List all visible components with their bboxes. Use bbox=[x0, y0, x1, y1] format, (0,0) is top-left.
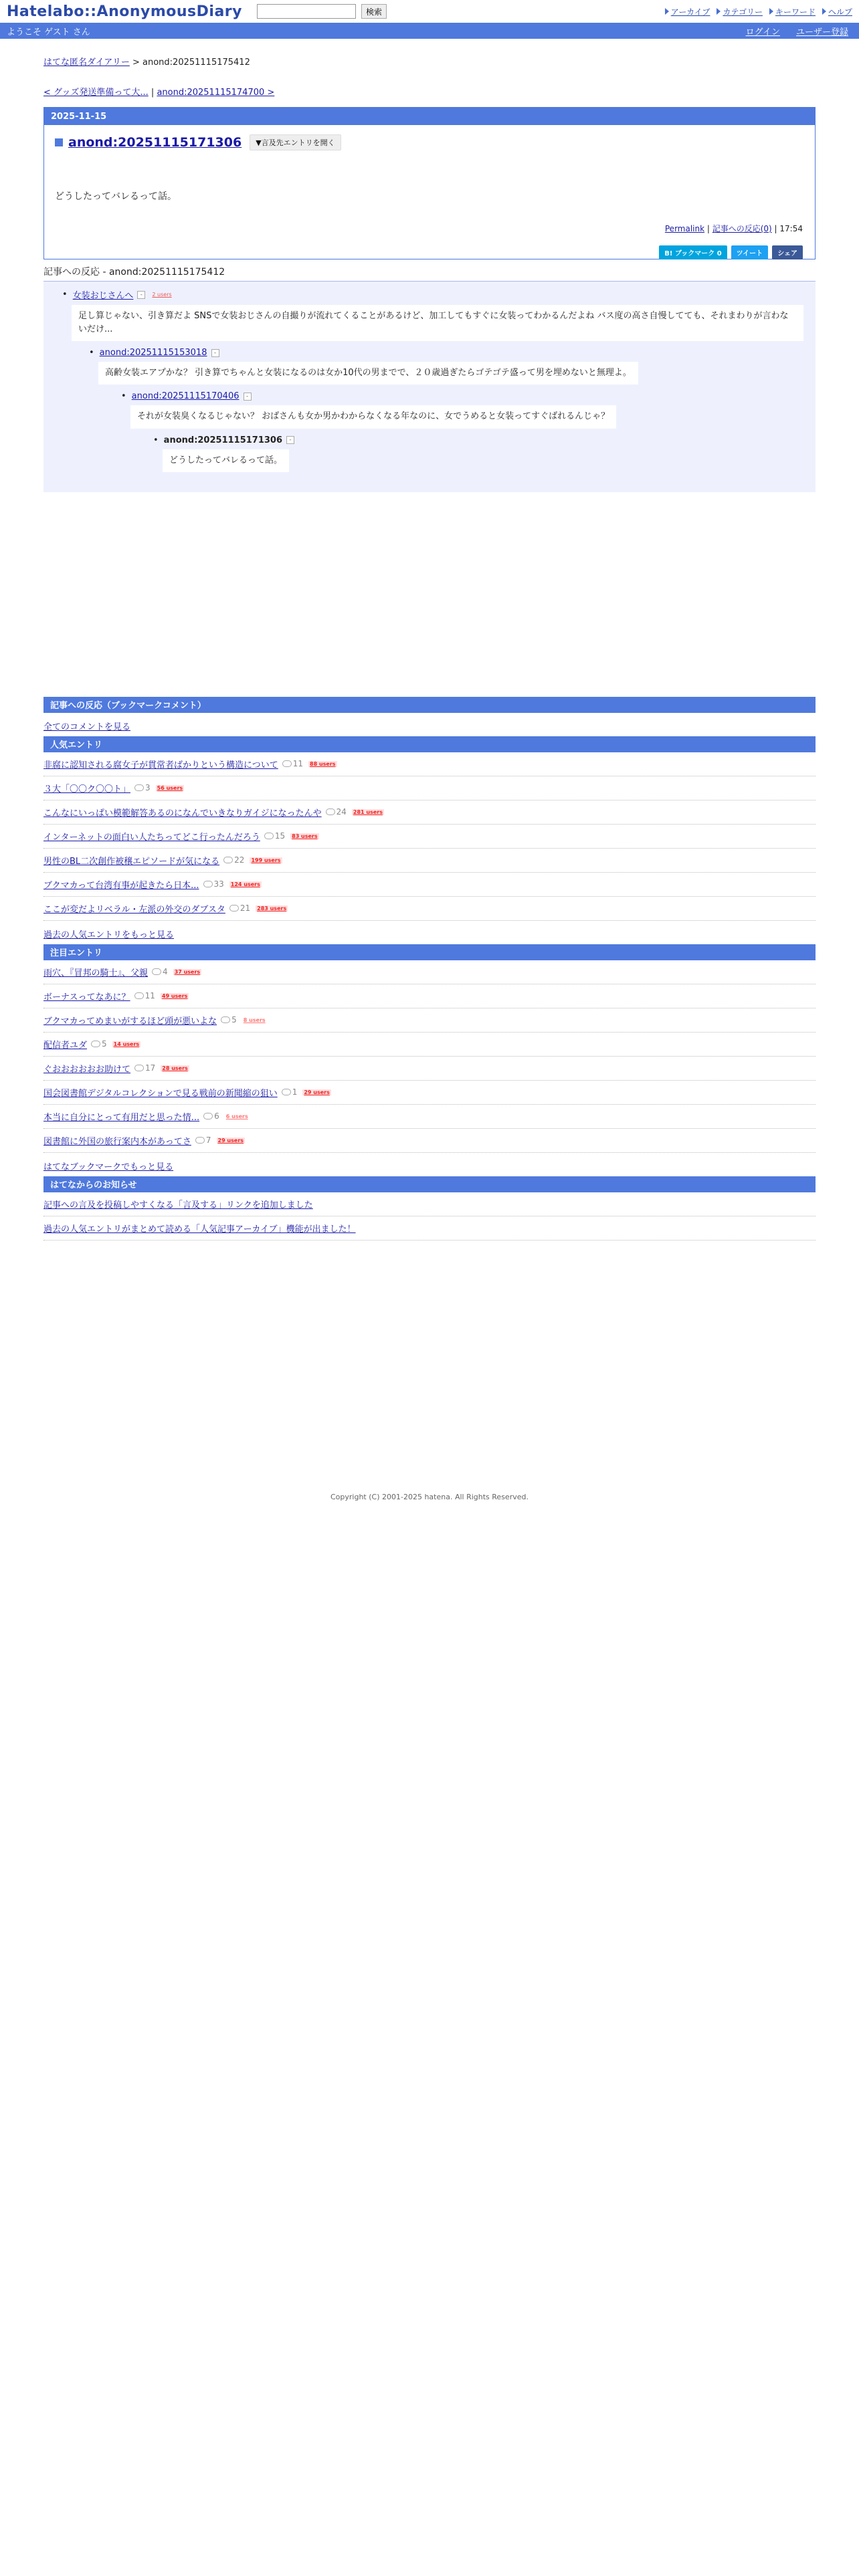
entry-title-row bbox=[55, 134, 804, 150]
comment-number: 3 bbox=[145, 783, 151, 793]
notable-entries-header: 注目エントリ bbox=[43, 944, 816, 960]
reaction-text: 足し算じゃない、引き算だよ SNSで女装おじさんの自撮りが流れてくることがあるけど、加工してもすぐに女装ってわかるんだよね バス度の高さ自慢してても、それまわりが言わないだけ... bbox=[72, 305, 803, 341]
comment-number: 17 bbox=[145, 1063, 156, 1073]
reaction-text: 高齢女装エアプかな？ 引き算でちゃんと女装になるのは女か10代の男までで、２０歳過ぎたらゴテゴテ盛って男を埋めないと無理よ。 bbox=[98, 362, 638, 385]
triangle-icon bbox=[769, 8, 773, 15]
users-badge[interactable]: 283 users bbox=[257, 905, 287, 911]
main-container bbox=[43, 39, 816, 1241]
notable-more-row bbox=[43, 1153, 816, 1176]
comment-number: 4 bbox=[163, 967, 168, 977]
users-badge[interactable]: 199 users bbox=[251, 857, 281, 863]
notable-more-link[interactable]: はてなブックマークでもっと見る bbox=[43, 1162, 174, 1172]
entry-link[interactable]: 本当に自分にとって有用だと思った情... bbox=[43, 1112, 200, 1123]
comment-bubble-icon bbox=[282, 760, 292, 767]
triangle-icon bbox=[717, 8, 721, 15]
list-item bbox=[43, 800, 816, 825]
users-badge[interactable]: 56 users bbox=[157, 784, 183, 791]
entry-link[interactable]: ボーナスってなあに？ bbox=[43, 992, 130, 1002]
comment-count[interactable] bbox=[203, 1111, 219, 1121]
reaction-head bbox=[72, 288, 803, 301]
list-item bbox=[43, 1057, 816, 1081]
entry-link[interactable]: 国会図書館デジタルコレクションで見る戦前の新聞縮の狙い bbox=[43, 1088, 278, 1099]
comment-number: 21 bbox=[240, 903, 251, 914]
triangle-icon bbox=[665, 8, 669, 15]
next-entry-link[interactable]: anond:20251115174700 > bbox=[157, 88, 275, 98]
top-header bbox=[0, 0, 859, 23]
nav-help[interactable] bbox=[822, 6, 852, 17]
notable-entries-list bbox=[43, 960, 816, 1153]
reaction-item bbox=[130, 391, 803, 428]
entry-link[interactable]: インターネットの面白い人たちってどこ行ったんだろう bbox=[43, 832, 260, 843]
register-link[interactable]: ユーザー登録 bbox=[795, 27, 848, 37]
reaction-item bbox=[98, 348, 803, 385]
user-links bbox=[746, 25, 852, 37]
entry-date: 2025-11-15 bbox=[44, 108, 815, 125]
news-link[interactable]: 過去の人気エントリがまとめて読める「人気記事アーカイブ」機能が出ました！ bbox=[43, 1224, 356, 1235]
user-bar bbox=[0, 23, 859, 39]
share-buttons bbox=[659, 245, 803, 259]
list-item bbox=[43, 897, 816, 921]
nav-archive[interactable] bbox=[665, 6, 710, 17]
reaction-item bbox=[72, 288, 803, 341]
reaction-text: それが女装臭くなるじゃない？ おばさんも女か男かわからなくなる年なのに、女でうめると女装ってすぐばれるんじゃ？ bbox=[130, 405, 616, 428]
users-count[interactable]: 2 users bbox=[152, 292, 172, 298]
list-item bbox=[43, 1033, 816, 1057]
list-item bbox=[43, 1081, 816, 1105]
comment-count[interactable] bbox=[134, 1063, 155, 1073]
comment-count[interactable] bbox=[203, 879, 224, 889]
entry-day-box bbox=[43, 107, 816, 259]
comment-bubble-icon bbox=[195, 1137, 205, 1144]
popular-more-row bbox=[43, 921, 816, 944]
entry-link[interactable]: ぐおおおおおお助けて bbox=[43, 1064, 131, 1075]
top-nav bbox=[665, 6, 852, 17]
news-item bbox=[43, 1216, 816, 1241]
entry-pager bbox=[43, 85, 816, 98]
comment-number: 11 bbox=[145, 991, 155, 1001]
pager-sep: | bbox=[148, 88, 157, 98]
entry-link[interactable]: 雨穴、『冒邦の騎士』、父親 bbox=[43, 968, 149, 978]
comment-number: 24 bbox=[336, 807, 347, 817]
nav-category[interactable] bbox=[717, 6, 763, 17]
breadcrumb bbox=[43, 55, 816, 68]
users-badge[interactable]: 29 users bbox=[304, 1089, 330, 1095]
comment-number: 11 bbox=[292, 759, 304, 769]
comment-count[interactable] bbox=[195, 1136, 211, 1145]
list-item bbox=[43, 776, 816, 800]
users-badge[interactable]: 124 users bbox=[230, 881, 260, 887]
entry-link[interactable]: ブクマカって台湾有事が起きたら日本... bbox=[43, 880, 199, 891]
popular-entries-list bbox=[43, 752, 816, 921]
news-item bbox=[43, 1192, 816, 1216]
search-form bbox=[257, 4, 387, 19]
all-comments-link[interactable]: 全てのコメントを見る bbox=[43, 722, 131, 732]
open-referenced-entry-button[interactable]: ▼言及先エントリを開く bbox=[250, 134, 341, 150]
nav-keyword-link[interactable]: キーワード bbox=[775, 7, 816, 17]
bookmark-comments-header: 記事への反応（ブックマークコメント） bbox=[43, 697, 816, 713]
breadcrumb-current: anond:20251115175412 bbox=[142, 58, 250, 68]
entry-title-link[interactable]: anond:20251115171306 bbox=[68, 135, 242, 150]
comment-number: 6 bbox=[214, 1111, 219, 1121]
permalink-link[interactable]: Permalink bbox=[664, 224, 705, 233]
reactions-tree bbox=[43, 282, 816, 492]
comment-number: 7 bbox=[205, 1136, 211, 1146]
comment-count[interactable] bbox=[221, 1015, 237, 1025]
nav-archive-link[interactable]: アーカイブ bbox=[670, 7, 710, 17]
reaction-author-link[interactable]: • 女装おじさんへ bbox=[72, 291, 134, 301]
prev-entry-link[interactable]: < グッズ発送準備って大... bbox=[43, 88, 149, 98]
comment-number: 15 bbox=[274, 831, 286, 841]
footer-copyright: Copyright (C) 2001-2025 hatena. All Rights Reserved. bbox=[330, 1493, 529, 1501]
reaction-item bbox=[163, 435, 803, 472]
users-badge[interactable]: 83 users bbox=[292, 833, 318, 839]
entry-body bbox=[44, 125, 815, 259]
entry-link[interactable]: こんなにいっぱい模範解答あるのになんでいきなりガイジになったんや bbox=[43, 808, 322, 819]
entry-link[interactable]: ブクマカってめまいがするほど頭が悪いよな bbox=[43, 1016, 217, 1027]
comment-count[interactable] bbox=[264, 831, 285, 841]
comment-count[interactable] bbox=[326, 807, 347, 817]
users-badge[interactable]: 28 users bbox=[162, 1065, 188, 1071]
comment-number: 22 bbox=[234, 855, 245, 865]
comment-bubble-icon bbox=[91, 1041, 100, 1047]
comment-bubble-icon bbox=[264, 833, 274, 839]
comment-count[interactable] bbox=[152, 967, 168, 976]
entry-link[interactable]: ３大「〇〇ク〇〇ト」 bbox=[43, 784, 131, 794]
entry-link[interactable]: 図書館に外国の旅行案内本があってさ bbox=[43, 1136, 191, 1147]
popular-entries-header: 人気エントリ bbox=[43, 736, 816, 752]
reactions-title: 記事への反応 - anond:20251115175412 bbox=[43, 265, 816, 282]
reaction-text: どうしたってバレるって話。 bbox=[163, 449, 289, 472]
news-header: はてなからのお知らせ bbox=[43, 1176, 816, 1192]
nav-help-link[interactable]: ヘルプ bbox=[828, 7, 852, 17]
users-badge[interactable]: 37 users bbox=[174, 968, 201, 975]
users-badge[interactable]: 88 users bbox=[310, 760, 336, 767]
breadcrumb-home[interactable]: はてな匿名ダイアリー bbox=[43, 58, 130, 68]
list-item bbox=[43, 960, 816, 984]
comment-count[interactable] bbox=[223, 855, 244, 865]
welcome-text: ようこそ ゲスト さん bbox=[7, 27, 90, 37]
entry-text: どうしたってバレるって話。 bbox=[55, 191, 177, 202]
reaction-head bbox=[98, 348, 803, 358]
expand-icon[interactable]: - bbox=[244, 393, 252, 401]
breadcrumb-sep: > bbox=[129, 58, 143, 68]
comment-count[interactable] bbox=[229, 903, 250, 913]
ad-space bbox=[43, 492, 816, 697]
entry-time: | 17:54 bbox=[771, 224, 803, 233]
site-logo[interactable]: Hatelabo::AnonymousDiary bbox=[7, 3, 242, 20]
list-item bbox=[43, 849, 816, 873]
list-item bbox=[43, 1008, 816, 1033]
entry-link[interactable]: 配信者ユダ bbox=[43, 1040, 88, 1051]
all-comments-row bbox=[43, 713, 816, 736]
expand-icon[interactable]: - bbox=[286, 436, 294, 444]
list-item bbox=[43, 825, 816, 849]
comment-number: 1 bbox=[292, 1087, 298, 1097]
comment-bubble-icon bbox=[326, 809, 335, 815]
entry-link[interactable]: 非腐に認知される腐女子が貫常者ばかりという構造について bbox=[43, 760, 278, 770]
search-button[interactable]: 検索 bbox=[361, 4, 387, 19]
comment-count[interactable] bbox=[91, 1039, 107, 1049]
nav-keyword[interactable] bbox=[769, 6, 816, 17]
entry-link[interactable]: ここが変だよリベラル・左派の外交のダブスタ bbox=[43, 904, 225, 915]
comment-bubble-icon bbox=[134, 992, 144, 999]
triangle-icon bbox=[822, 8, 826, 15]
comment-count[interactable] bbox=[282, 1087, 298, 1097]
comment-bubble-icon bbox=[203, 1113, 213, 1119]
users-badge[interactable]: 49 users bbox=[161, 992, 188, 999]
comment-bubble-icon bbox=[229, 905, 239, 911]
entry-link[interactable]: 男性のBL二次創作被穣エピソードが気になる bbox=[43, 856, 220, 867]
comment-bubble-icon bbox=[203, 881, 213, 887]
square-icon bbox=[55, 138, 63, 146]
comment-number: 5 bbox=[102, 1039, 107, 1049]
reaction-author-link[interactable]: • anond:20251115153018 bbox=[99, 348, 207, 358]
comment-count[interactable] bbox=[134, 783, 151, 792]
comment-bubble-icon bbox=[152, 968, 161, 975]
facebook-share-button[interactable]: シェア bbox=[772, 245, 803, 259]
entry-meta: Permalink | 記事への反応(0) | 17:54 bbox=[664, 224, 803, 233]
nav-category-link[interactable]: カテゴリー bbox=[723, 7, 763, 17]
comment-bubble-icon bbox=[223, 857, 233, 863]
popular-more-link[interactable]: 過去の人気エントリをもっと見る bbox=[43, 930, 175, 940]
list-item bbox=[43, 1129, 816, 1153]
reactions-count-link[interactable]: 記事への反応(0) bbox=[712, 224, 772, 233]
comment-bubble-icon bbox=[134, 1065, 144, 1071]
reaction-author-link[interactable]: • anond:20251115170406 bbox=[131, 391, 240, 402]
users-badge[interactable]: 281 users bbox=[353, 809, 383, 815]
login-link[interactable]: ログイン bbox=[745, 27, 780, 37]
tweet-button[interactable]: ツイート bbox=[731, 245, 769, 259]
comment-count[interactable] bbox=[282, 759, 303, 768]
comment-bubble-icon bbox=[221, 1016, 230, 1023]
reaction-head bbox=[163, 435, 803, 445]
users-badge[interactable]: 29 users bbox=[217, 1137, 244, 1144]
expand-icon[interactable]: - bbox=[137, 291, 145, 299]
comment-bubble-icon bbox=[282, 1089, 291, 1095]
reaction-head bbox=[130, 391, 803, 401]
comment-count[interactable] bbox=[134, 991, 155, 1000]
comment-number: 5 bbox=[231, 1015, 237, 1025]
hatena-bookmark-button[interactable]: B! ブックマーク 0 bbox=[659, 245, 727, 259]
users-badge[interactable]: 14 users bbox=[113, 1041, 140, 1047]
list-item bbox=[43, 1105, 816, 1129]
comment-bubble-icon bbox=[134, 784, 144, 791]
expand-icon[interactable]: - bbox=[211, 349, 219, 357]
list-item bbox=[43, 752, 816, 776]
list-item bbox=[43, 984, 816, 1008]
users-badge[interactable]: 8 users bbox=[243, 1016, 266, 1023]
reaction-author-current: • anond:20251115171306 bbox=[163, 435, 283, 445]
list-item bbox=[43, 873, 816, 897]
users-badge[interactable]: 6 users bbox=[225, 1113, 248, 1119]
news-link[interactable]: 記事への言及を投稿しやすくなる「言及する」リンクを追加しました bbox=[43, 1200, 313, 1210]
search-input[interactable] bbox=[257, 4, 356, 19]
comment-number: 33 bbox=[213, 879, 224, 889]
